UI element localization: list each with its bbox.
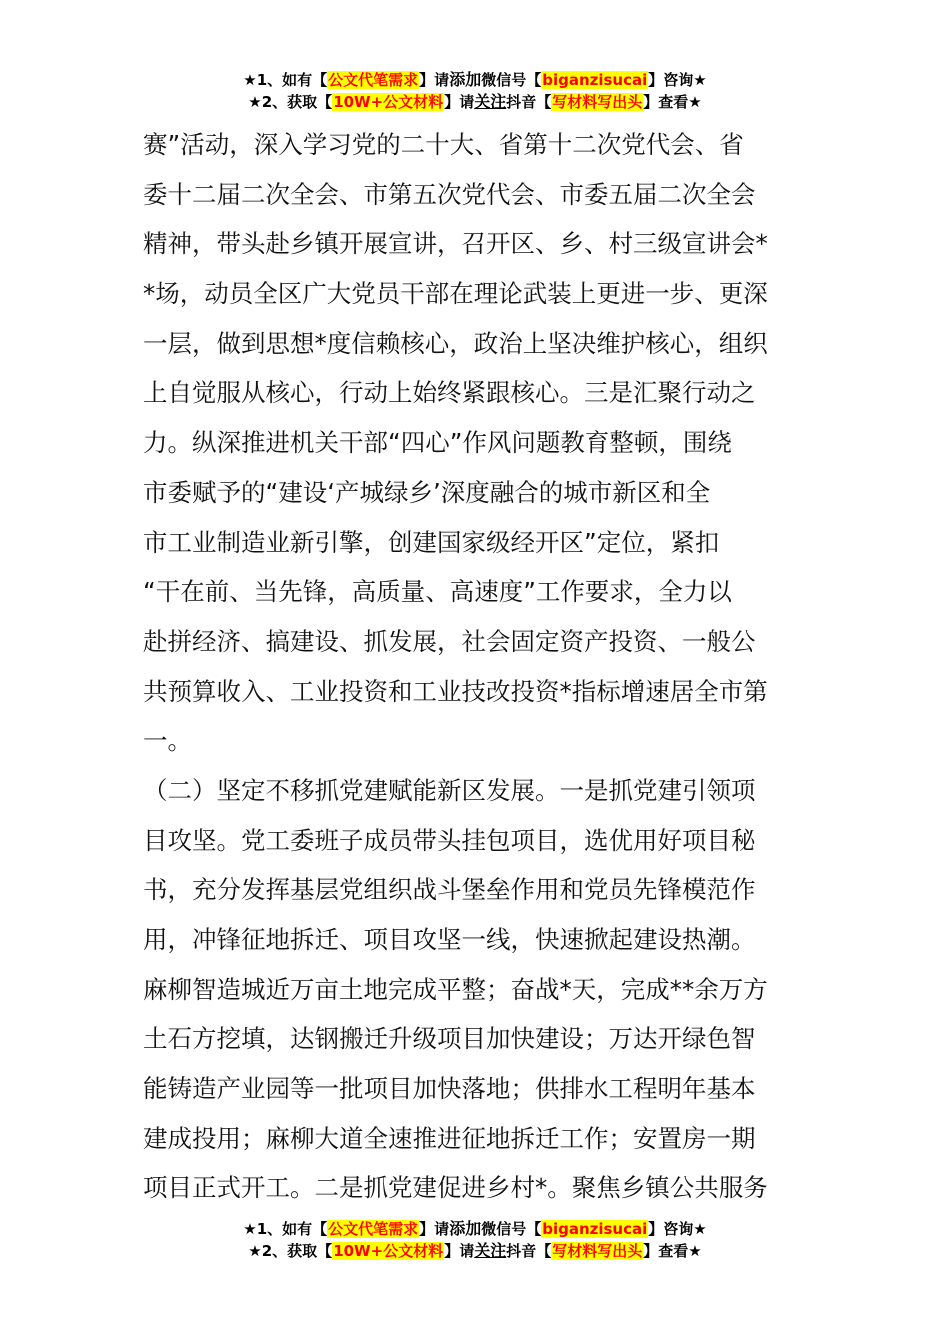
body-line: “干在前、当先锋，高质量、高速度”工作要求，全力以 bbox=[143, 577, 732, 607]
body-line: 赴拼经济、搞建设、抓发展，社会固定资产投资、一般公 bbox=[143, 626, 756, 656]
highlight-wechat-id: biganzisucai bbox=[542, 71, 648, 89]
banner-text: 】请 bbox=[444, 1242, 475, 1260]
footer-banner bbox=[0, 1218, 950, 1262]
body-line: 市工业制造业新引擎，创建国家级经开区”定位，紧扣 bbox=[143, 527, 720, 557]
banner-text: 】咨询★ bbox=[648, 71, 707, 89]
body-line: 建成投用；麻柳大道全速推进征地拆迁工作；安置房一期 bbox=[143, 1123, 756, 1153]
body-line: 目攻坚。党工委班子成员带头挂包项目，选优用好项目秘 bbox=[143, 825, 756, 855]
section-heading-line: （二）坚定不移抓党建赋能新区发展。一是抓党建引领项 bbox=[143, 775, 756, 805]
document-body bbox=[143, 120, 807, 1213]
banner-text: 】查看★ bbox=[643, 93, 702, 111]
banner-text-emphasis: 关注 bbox=[474, 1241, 507, 1260]
highlight-douyin: 写材料写出头 bbox=[552, 1242, 643, 1260]
body-line: 能铸造产业园等一批项目加快落地；供排水工程明年基本 bbox=[143, 1074, 756, 1104]
body-line: 一。 bbox=[143, 726, 192, 756]
banner-line-2 bbox=[0, 91, 950, 113]
banner-text: 】请 bbox=[419, 1220, 450, 1238]
banner-text-emphasis: 关注 bbox=[474, 92, 507, 111]
banner-text-emphasis: 添加 bbox=[449, 1219, 482, 1238]
banner-text: 抖音【 bbox=[506, 93, 552, 111]
highlight-service: 公文代笔需求 bbox=[328, 71, 419, 89]
banner-line-1 bbox=[0, 69, 950, 91]
highlight-wechat-id: biganzisucai bbox=[542, 1220, 648, 1238]
banner-line-2 bbox=[0, 1240, 950, 1262]
body-line: 用，冲锋征地拆迁、项目攻坚一线，快速掀起建设热潮。 bbox=[143, 925, 756, 954]
banner-text: ★1、如有【 bbox=[243, 71, 328, 89]
banner-text: 】请 bbox=[444, 93, 475, 111]
body-line: 市委赋予的“建设‘产城绿乡’深度融合的城市新区和全 bbox=[143, 477, 711, 507]
body-line: 上自觉服从核心，行动上始终紧跟核心。三是汇聚行动之 bbox=[143, 378, 756, 408]
banner-text: 抖音【 bbox=[506, 1242, 552, 1260]
banner-text: ★2、获取【 bbox=[248, 93, 333, 111]
body-line: 项目正式开工。二是抓党建促进乡村*。聚焦乡镇公共服务 bbox=[143, 1173, 768, 1203]
highlight-douyin: 写材料写出头 bbox=[552, 93, 643, 111]
banner-text: 】请 bbox=[419, 71, 450, 89]
body-line: 共预算收入、工业投资和工业技改投资*指标增速居全市第 bbox=[143, 676, 768, 706]
body-line: 赛”活动，深入学习党的二十大、省第十二次党代会、省 bbox=[143, 130, 744, 159]
body-line: 委十二届二次全会、市第五次党代会、市委五届二次全会 bbox=[143, 179, 756, 209]
banner-line-1 bbox=[0, 1218, 950, 1240]
banner-text: 】咨询★ bbox=[648, 1220, 707, 1238]
banner-text: ★2、获取【 bbox=[248, 1242, 333, 1260]
highlight-materials: 10W+公文材料 bbox=[333, 93, 444, 111]
header-banner bbox=[0, 69, 950, 113]
body-line: *场，动员全区广大党员干部在理论武装上更进一步、更深 bbox=[143, 279, 768, 309]
banner-text: ★1、如有【 bbox=[243, 1220, 328, 1238]
body-line: 麻柳智造城近万亩土地完成平整；奋战*天，完成**余万方 bbox=[143, 974, 768, 1004]
body-line: 精神，带头赴乡镇开展宣讲，召开区、乡、村三级宣讲会* bbox=[143, 229, 768, 259]
banner-text: 】查看★ bbox=[643, 1242, 702, 1260]
highlight-service: 公文代笔需求 bbox=[328, 1220, 419, 1238]
highlight-materials: 10W+公文材料 bbox=[333, 1242, 444, 1260]
body-line: 书，充分发挥基层党组织战斗堡垒作用和党员先锋模范作 bbox=[143, 875, 756, 905]
body-line: 一层，做到思想*度信赖核心，政治上坚决维护核心，组织 bbox=[143, 328, 768, 358]
body-line: 土石方挖填，达钢搬迁升级项目加快建设；万达开绿色智 bbox=[143, 1024, 756, 1054]
banner-text-emphasis: 添加 bbox=[449, 70, 482, 89]
banner-text: 微信号【 bbox=[481, 71, 542, 89]
banner-text: 微信号【 bbox=[481, 1220, 542, 1238]
body-line: 力。纵深推进机关干部“四心”作风问题教育整顿，围绕 bbox=[143, 428, 732, 458]
